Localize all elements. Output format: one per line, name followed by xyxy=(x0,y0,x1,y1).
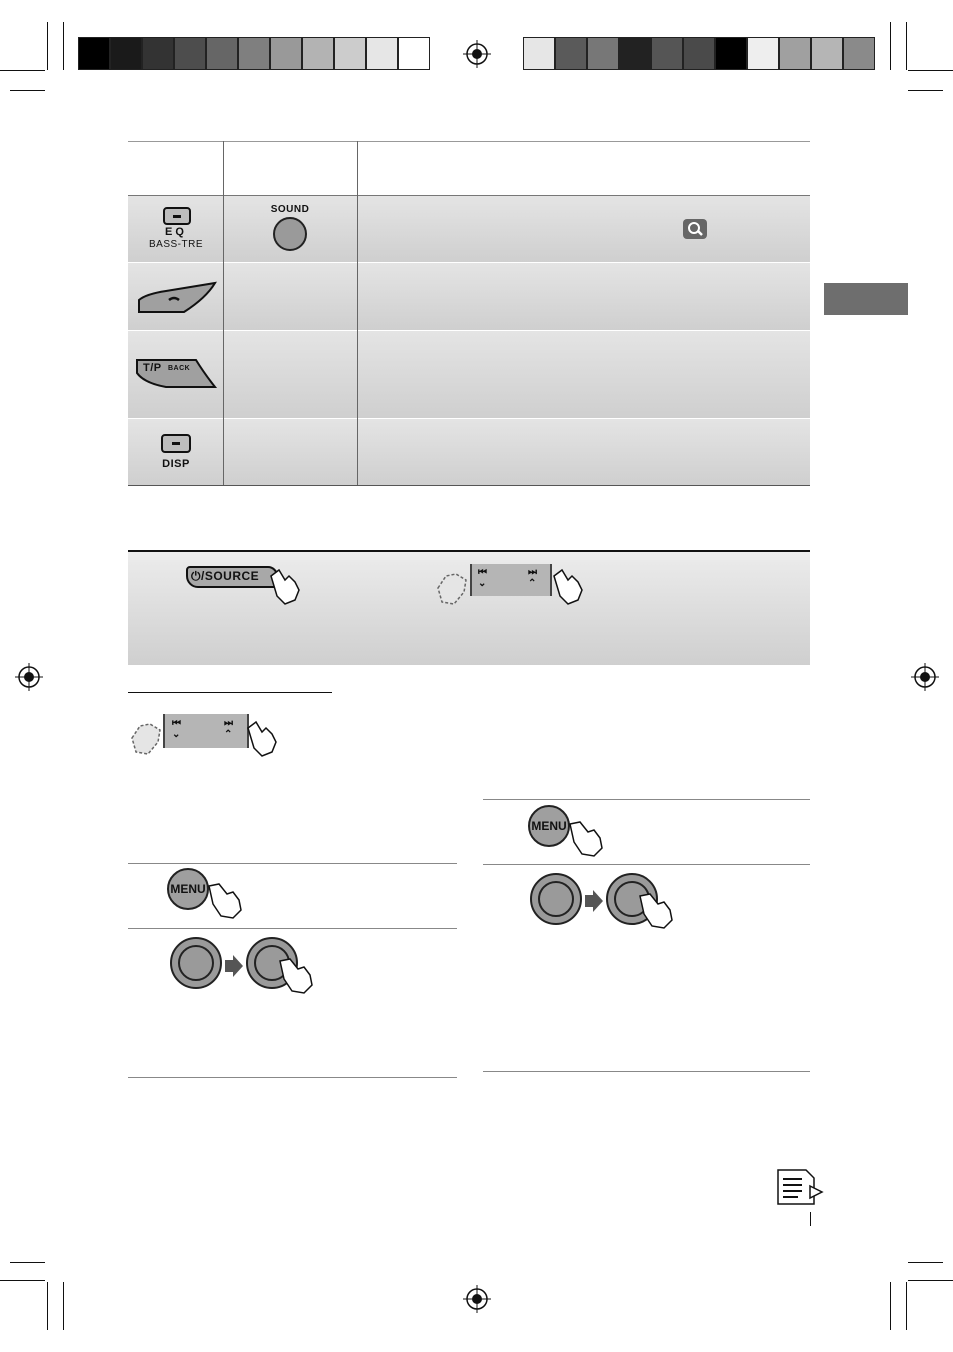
dashed-hand-icon xyxy=(128,720,164,758)
control-dial-inner xyxy=(178,945,214,981)
table-row xyxy=(128,263,810,330)
disp-button-icon xyxy=(161,434,191,453)
registration-mark-bottom xyxy=(463,1285,491,1313)
color-swatch xyxy=(843,37,875,70)
color-swatch xyxy=(715,37,747,70)
pointing-hand-icon xyxy=(636,890,678,930)
color-swatch xyxy=(683,37,715,70)
color-swatch xyxy=(78,37,110,70)
color-bar-left xyxy=(78,37,430,70)
color-swatch xyxy=(619,37,651,70)
registration-mark-left xyxy=(15,663,43,691)
disp-label: DISP xyxy=(162,458,190,470)
bass-tre-label: BASS-TRE xyxy=(148,239,203,250)
table-row xyxy=(128,331,810,418)
back-label: BACK xyxy=(168,365,191,372)
color-swatch xyxy=(142,37,174,70)
skip-forward-icon: ⏭ ⌃ xyxy=(224,718,233,740)
skip-forward-icon: ⏭ ⌃ xyxy=(528,567,537,589)
sound-label: SOUND xyxy=(270,204,310,215)
source-label: ⏻/SOURCE xyxy=(191,569,260,583)
pointing-hand-icon xyxy=(276,955,318,995)
color-bar-right xyxy=(523,37,875,70)
color-swatch xyxy=(206,37,238,70)
phone-button-icon xyxy=(136,280,218,316)
section-tab xyxy=(824,283,908,315)
color-swatch xyxy=(587,37,619,70)
pointing-hand-icon xyxy=(265,566,305,606)
pointing-hand-icon xyxy=(566,818,608,858)
color-swatch xyxy=(110,37,142,70)
color-swatch xyxy=(555,37,587,70)
color-swatch xyxy=(238,37,270,70)
pointing-hand-icon xyxy=(548,566,588,606)
color-swatch xyxy=(747,37,779,70)
skip-back-icon: ⏮ ⌄ xyxy=(478,567,487,589)
next-page-icon xyxy=(776,1168,824,1208)
skip-back-icon: ⏮ ⌄ xyxy=(172,718,181,740)
pointing-hand-icon xyxy=(205,880,247,920)
color-swatch xyxy=(811,37,843,70)
subsection-rule xyxy=(128,692,332,693)
tp-label: T/P xyxy=(143,362,162,374)
color-swatch xyxy=(651,37,683,70)
table-row xyxy=(128,419,810,485)
arrow-right-icon xyxy=(225,955,243,977)
color-swatch xyxy=(334,37,366,70)
registration-mark-top xyxy=(463,40,491,68)
color-swatch xyxy=(398,37,430,70)
registration-mark-right xyxy=(911,663,939,691)
menu-button-icon: MENU xyxy=(528,805,570,847)
color-swatch xyxy=(779,37,811,70)
color-swatch xyxy=(174,37,206,70)
pointing-hand-icon xyxy=(242,718,282,758)
magnifier-reference-icon xyxy=(683,219,707,239)
arrow-right-icon xyxy=(585,890,603,912)
control-dial-inner xyxy=(538,881,574,917)
color-swatch xyxy=(366,37,398,70)
page-divider xyxy=(810,1212,811,1226)
eq-label: EQ xyxy=(165,226,187,238)
dashed-hand-icon xyxy=(434,570,470,608)
eq-bass-tre-button-icon xyxy=(163,207,191,225)
color-swatch xyxy=(523,37,555,70)
menu-button-icon: MENU xyxy=(167,868,209,910)
sound-button-icon xyxy=(273,217,307,251)
color-swatch xyxy=(270,37,302,70)
color-swatch xyxy=(302,37,334,70)
table-row xyxy=(128,196,810,262)
